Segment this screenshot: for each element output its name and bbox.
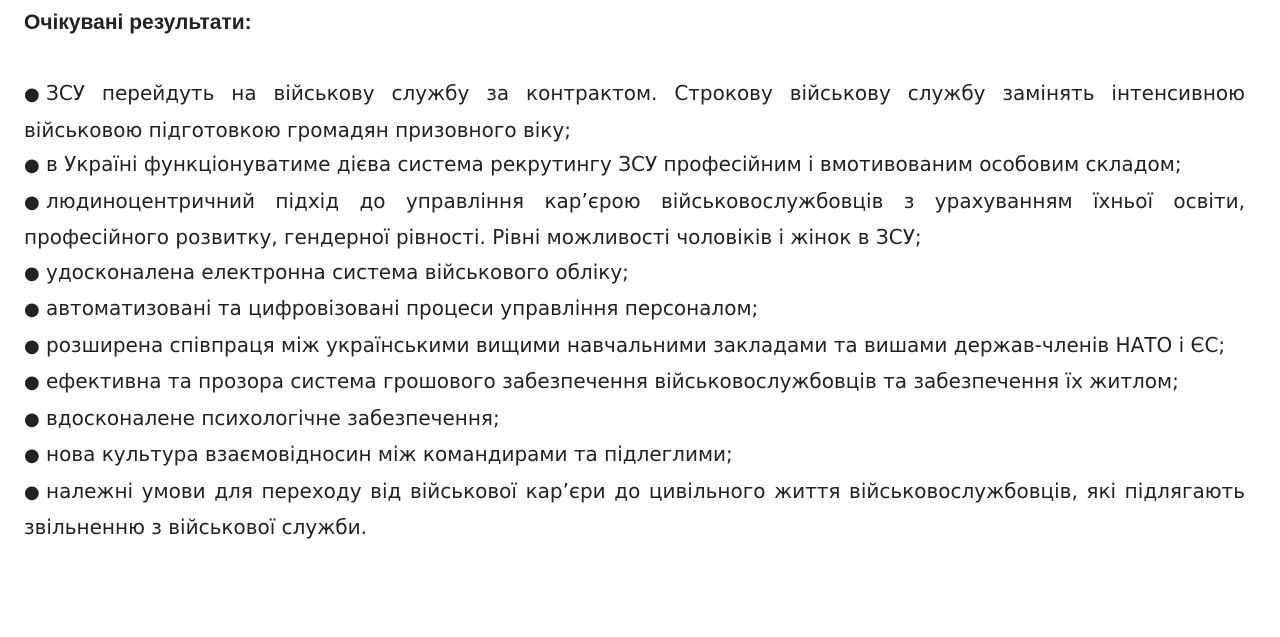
list-item-text: удосконалена електронна система військового обліку; <box>46 259 629 284</box>
section-heading: Очікувані результати: <box>24 11 252 34</box>
bullet-icon: ● <box>24 481 40 503</box>
list-item <box>24 364 1245 401</box>
list-item <box>24 76 1245 147</box>
bullet-icon: ● <box>24 84 40 105</box>
expected-results-list <box>24 76 1245 545</box>
bullet-icon: ● <box>24 408 40 430</box>
list-item <box>24 255 1245 292</box>
list-item-text: ефективна та прозора система грошового забезпечення військовослужбовців та забезпечення їх житлом; <box>46 369 1179 393</box>
list-item <box>24 437 1245 474</box>
bullet-icon: ● <box>24 155 40 176</box>
list-item-text: вдосконалене психологічне забезпечення; <box>46 405 500 430</box>
bullet-icon: ● <box>24 299 40 320</box>
bullet-icon: ● <box>24 191 40 213</box>
list-item <box>24 291 1245 328</box>
bullet-icon: ● <box>24 445 40 466</box>
list-item-text: людиноцентричний підхід до управління кар’єрою військовослужбовців з урахуванням їхньої освіти, професійного розвитку, гендерної рівності. Рівні можливості чоловіків і жінок в ЗСУ; <box>24 188 1245 249</box>
list-item-text: нова культура взаємовідносин між командирами та підлеглими; <box>46 442 733 466</box>
list-item <box>24 401 1245 438</box>
list-item-text: автоматизовані та цифровізовані процеси управління персоналом; <box>46 296 759 320</box>
list-item-text: належні умови для переходу від військової кар’єри до цивільного життя військовослужбовців, які підлягають звільненню з військової служби. <box>24 478 1245 539</box>
list-item-text: в Україні функціонуватиме дієва система рекрутингу ЗСУ професійним і вмотивованим особовим складом; <box>46 152 1182 176</box>
list-item <box>24 184 1245 255</box>
bullet-icon: ● <box>24 262 40 284</box>
list-item <box>24 328 1245 365</box>
bullet-icon: ● <box>24 372 40 393</box>
list-item <box>24 474 1245 545</box>
list-item-text: ЗСУ перейдуть на військову службу за контрактом. Строкову військову службу замінять інтенсивною військовою підготовкою громадян призовного віку; <box>24 81 1245 142</box>
bullet-icon: ● <box>24 335 40 357</box>
list-item <box>24 147 1245 184</box>
list-item-text: розширена співпраця між українськими вищими навчальними закладами та вишами держав-членів НАТО і ЄС; <box>46 332 1226 357</box>
